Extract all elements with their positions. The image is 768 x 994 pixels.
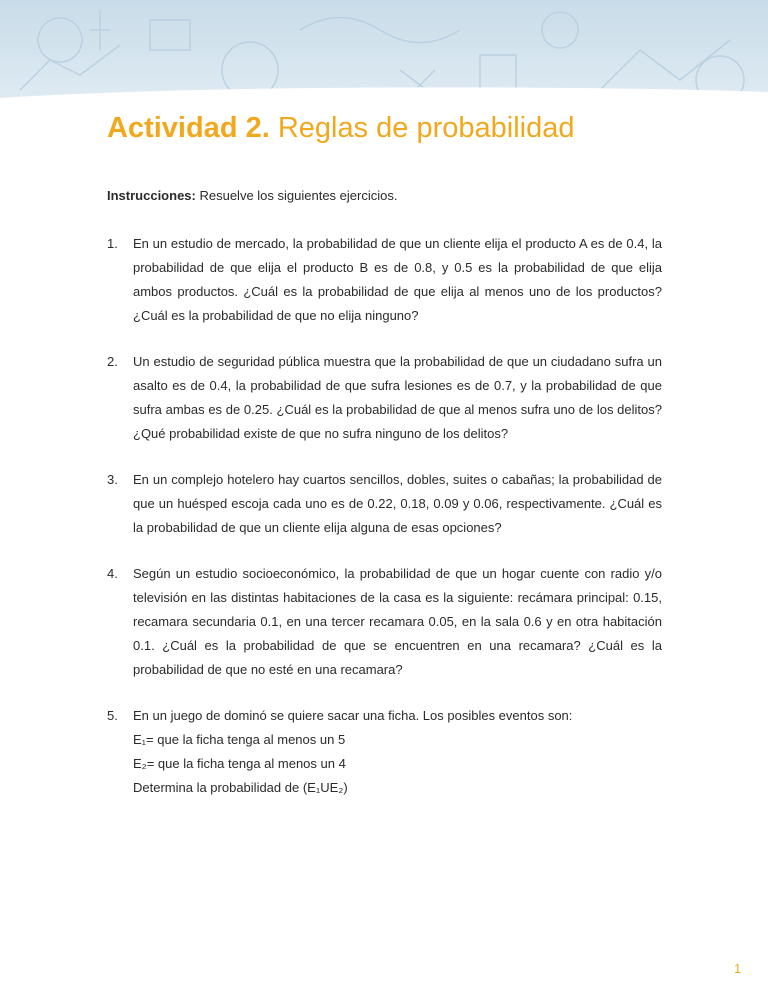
exercise-5 bbox=[107, 704, 662, 800]
exercise-number: 4. bbox=[107, 566, 118, 581]
title-subject: Reglas de probabilidad bbox=[269, 112, 575, 144]
header-banner bbox=[0, 0, 768, 112]
instructions-text: Resuelve los siguientes ejercicios. bbox=[195, 188, 398, 203]
page-title bbox=[107, 112, 575, 145]
exercise-number: 2. bbox=[107, 354, 118, 369]
banner-pattern bbox=[0, 0, 768, 112]
exercise-4 bbox=[107, 562, 662, 682]
event-e2: E₂= que la ficha tenga al menos un 4 bbox=[133, 756, 346, 771]
exercise-number: 5. bbox=[107, 708, 118, 723]
exercise-text: Según un estudio socioeconómico, la probabilidad de que un hogar cuente con radio y/o televisión en las distintas habitaciones de la casa es la siguiente: recámara principal: 0.15, recamara secundaria 0.1, en una tercer recamara 0.05, en la sala 0.6 y en otra habitación 0.1. ¿Cuál es la probabilidad de que se encuentren en una recamara? ¿Cuál es la probabilidad de que no esté en una recamara? bbox=[133, 566, 662, 677]
exercise-text: Un estudio de seguridad pública muestra que la probabilidad de que un ciudadano sufra un asalto es de 0.4, la probabilidad de que sufra lesiones es de 0.7, y la probabilidad de que sufra ambas es de 0.25. ¿Cuál es la probabilidad de que al menos sufra uno de los delitos? ¿Qué probabilidad existe de que no sufra ninguno de los delitos? bbox=[133, 354, 662, 441]
exercise-text: En un complejo hotelero hay cuartos sencillos, dobles, suites o cabañas; la probabilidad de que un huésped escoja cada uno es de 0.22, 0.18, 0.09 y 0.06, respectivamente. ¿Cuál es la probabilidad de que un cliente elija alguna de esas opciones? bbox=[133, 472, 662, 535]
exercise-list bbox=[107, 232, 662, 822]
title-activity: Actividad 2. bbox=[107, 112, 270, 144]
page-number: 1 bbox=[734, 961, 742, 976]
instructions-label: Instrucciones: bbox=[107, 188, 196, 203]
exercise-3 bbox=[107, 468, 662, 540]
instructions bbox=[107, 188, 397, 203]
exercise-text: En un estudio de mercado, la probabilidad de que un cliente elija el producto A es de 0.4, la probabilidad de que elija el producto B es de 0.8, y 0.5 es la probabilidad de que elija ambos productos. ¿Cuál es la probabilidad de que elija al menos uno de los productos? ¿Cuál es la probabilidad de que no elija ninguno? bbox=[133, 236, 662, 323]
exercise-number: 1. bbox=[107, 236, 118, 251]
exercise-text bbox=[133, 704, 662, 800]
exercise-question: Determina la probabilidad de (E₁UE₂) bbox=[133, 780, 348, 795]
exercise-2 bbox=[107, 350, 662, 446]
exercise-1 bbox=[107, 232, 662, 328]
exercise-line: En un juego de dominó se quiere sacar una ficha. Los posibles eventos son: bbox=[133, 708, 573, 723]
event-e1: E₁= que la ficha tenga al menos un 5 bbox=[133, 732, 346, 747]
exercise-number: 3. bbox=[107, 472, 118, 487]
